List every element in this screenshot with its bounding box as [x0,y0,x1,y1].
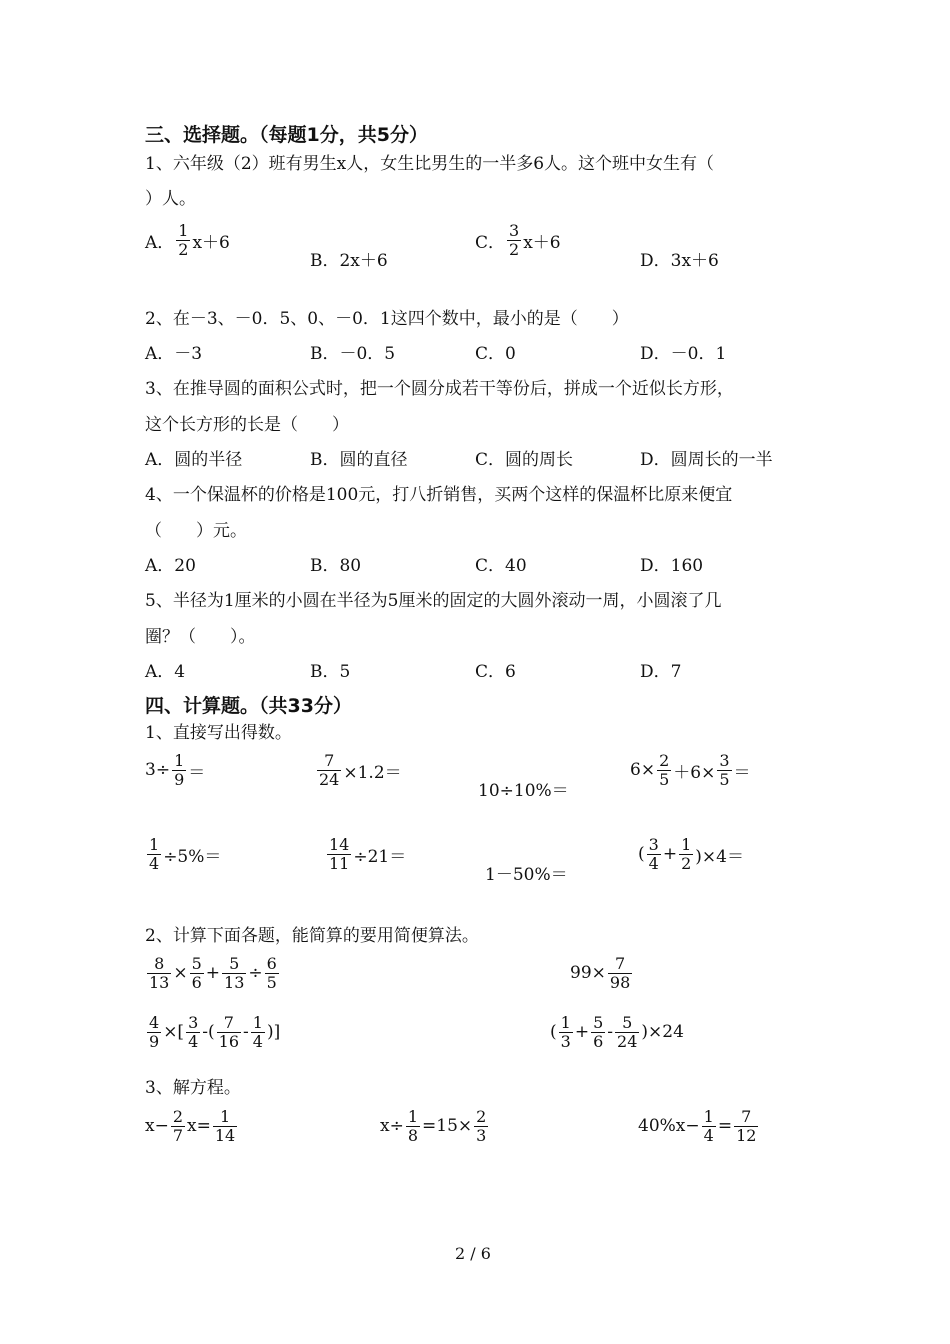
p2-e1-fraction-2: $\frac{5}{6}$ [191,954,202,992]
q4-option-b: B．80 [310,556,362,576]
p1-e8-plus: + [662,844,678,865]
p3-e3-fraction-1: $\frac{1}{4}$ [703,1107,714,1145]
p2-e4-op1: + [574,1022,590,1043]
p2-e3-op1: ×[ [163,1022,185,1043]
q1-line1: 1、六年级（2）班有男生x人，女生比男生的一半多6人。这个班中女生有（ [145,154,715,174]
p1-expr-1 [145,752,205,788]
p3-label: 3、解方程。 [145,1078,241,1098]
q3-option-a: A．圆的半径 [145,450,243,470]
q1-a-fraction: $\frac{1}{2}$ [178,221,189,259]
q1-option-a [145,222,230,258]
p3-e1-mid: x= [187,1116,211,1137]
p3-e2-mid: =15× [422,1116,473,1137]
p2-e4-fraction-2: $\frac{5}{6}$ [593,1013,604,1051]
section3-title: 三、选择题。（每题1分，共5分） [145,124,428,146]
q4-option-a: A．20 [145,556,196,576]
q1-option-b: B．2x＋6 [310,251,388,271]
p1-e1-post: ＝ [188,762,206,783]
p2-e3-op2: -( [202,1022,215,1043]
q4-line1: 4、一个保温杯的价格是100元，打八折销售，买两个这样的保温杯比原来便宜 [145,485,733,505]
p2-e2-pre: 99× [570,963,606,984]
p2-e3-fraction-2: $\frac{3}{4}$ [188,1013,199,1051]
p2-e1-fraction-3: $\frac{5}{13}$ [224,954,245,992]
q5-option-b: B．5 [310,662,351,682]
p2-e3-fraction-3: $\frac{7}{16}$ [218,1013,240,1051]
p2-e3-fraction-4: $\frac{1}{4}$ [252,1013,263,1051]
p2-e3-op3: - [243,1022,249,1043]
p1-e5-post: ÷5%＝ [163,846,222,867]
q1-c-label: C． [475,232,506,253]
p1-expr-8 [638,836,744,872]
p1-e1-pre: 3÷ [145,760,171,781]
q1-option-c [475,222,561,258]
p1-expr-6 [325,836,406,872]
p2-e4-op2: - [607,1022,614,1043]
p1-label: 1、直接写出得数。 [145,723,292,743]
p1-e2-fraction: $\frac{7}{24}$ [319,751,340,789]
q1-c-fraction: $\frac{3}{2}$ [509,221,520,259]
p3-e1-fraction-2: $\frac{1}{14}$ [214,1107,236,1145]
q4-option-c: C．40 [475,556,527,576]
q3-option-d: D．圆周长的一半 [640,450,773,470]
q2-text: 2、在－3、－0．5、0、－0．1这四个数中，最小的是（ ） [145,309,629,329]
p1-e1-fraction: $\frac{1}{9}$ [174,751,185,789]
p3-expr-2 [380,1108,490,1144]
p1-e8-fraction-1: $\frac{3}{4}$ [648,835,659,873]
p2-e1-op3: ÷ [248,963,263,984]
p2-e4-open: ( [550,1022,557,1043]
p2-e4-post: )×24 [641,1022,684,1043]
p3-e3-pre: 40%x− [638,1116,700,1137]
q1-a-label: A． [145,232,175,253]
q3-option-c: C．圆的周长 [475,450,574,470]
p1-e4-mid: ＋6× [673,762,716,783]
p2-e1-fraction-4: $\frac{6}{5}$ [266,954,277,992]
p1-expr-2 [315,752,402,788]
p1-e4-pre: 6× [630,760,656,781]
p1-e4-fraction-1: $\frac{2}{5}$ [659,751,670,789]
p1-expr-5 [145,836,221,872]
q3-line2: 这个长方形的长是（ ） [145,415,349,435]
q5-option-a: A．4 [145,662,186,682]
p2-e1-op2: + [205,963,221,984]
p1-e6-fraction: $\frac{14}{11}$ [329,835,350,873]
p3-e1-fraction-1: $\frac{2}{7}$ [172,1107,184,1145]
q2-option-c: C．0 [475,344,516,364]
p1-expr-4 [630,752,751,788]
p1-expr-3: 10÷10%＝ [478,781,569,801]
q5-option-d: D．7 [640,662,682,682]
q3-line1: 3、在推导圆的面积公式时，把一个圆分成若干等份后，拼成一个近似长方形， [145,379,734,399]
p1-e4-post: ＝ [733,762,751,783]
q4-option-d: D．160 [640,556,704,576]
p3-expr-3 [638,1108,760,1144]
p3-e2-fraction-1: $\frac{1}{8}$ [407,1107,419,1145]
p1-e5-fraction: $\frac{1}{4}$ [149,835,160,873]
p1-e8-fraction-2: $\frac{1}{2}$ [681,835,692,873]
p2-e1-fraction-1: $\frac{8}{13}$ [149,954,170,992]
p2-e4-fraction-1: $\frac{1}{3}$ [560,1013,571,1051]
q5-line1: 5、半径为1厘米的小圆在半径为5厘米的固定的大圆外滚动一周，小圆滚了几 [145,591,722,611]
p2-e2-fraction: $\frac{7}{98}$ [609,954,631,992]
p2-expr-1 [145,955,281,991]
p1-e6-post: ÷21＝ [353,846,407,867]
p3-expr-1 [145,1108,239,1144]
p2-e1-op1: × [173,963,188,984]
q1-c-tail: x＋6 [523,232,561,253]
section4-title: 四、计算题。（共33分） [145,695,352,717]
q5-option-c: C．6 [475,662,516,682]
q4-line2: （ ）元。 [145,521,247,541]
p2-expr-2 [570,955,634,991]
p3-e1-pre: x− [145,1116,169,1137]
q1-option-d: D．3x＋6 [640,251,719,271]
q5-line2: 圈？（ ）。 [145,627,256,647]
p2-label: 2、计算下面各题，能简算的要用简便算法。 [145,926,479,946]
p2-e3-post: )] [266,1022,281,1043]
p1-e2-post: ×1.2＝ [343,762,402,783]
p1-e4-fraction-2: $\frac{3}{5}$ [719,751,730,789]
p1-e8-post: )×4＝ [695,846,744,867]
p3-e2-pre: x÷ [380,1116,404,1137]
p3-e3-fraction-2: $\frac{7}{12}$ [736,1107,757,1145]
q2-option-a: A．－3 [145,344,203,364]
p2-expr-4 [550,1014,684,1050]
p3-e3-mid: = [717,1116,733,1137]
p2-e3-fraction-1: $\frac{4}{9}$ [149,1013,160,1051]
p1-e8-open: ( [638,844,645,865]
q2-option-d: D．－0．1 [640,344,727,364]
p3-e2-fraction-2: $\frac{2}{3}$ [476,1107,487,1145]
p1-expr-7: 1－50%＝ [485,865,568,885]
p2-e4-fraction-3: $\frac{5}{24}$ [617,1013,638,1051]
q2-option-b: B．－0．5 [310,344,396,364]
page-number: 2 / 6 [455,1244,491,1263]
q1-line2: ）人。 [145,189,196,209]
p2-expr-3 [145,1014,280,1050]
q1-a-tail: x＋6 [192,232,230,253]
q3-option-b: B．圆的直径 [310,450,408,470]
